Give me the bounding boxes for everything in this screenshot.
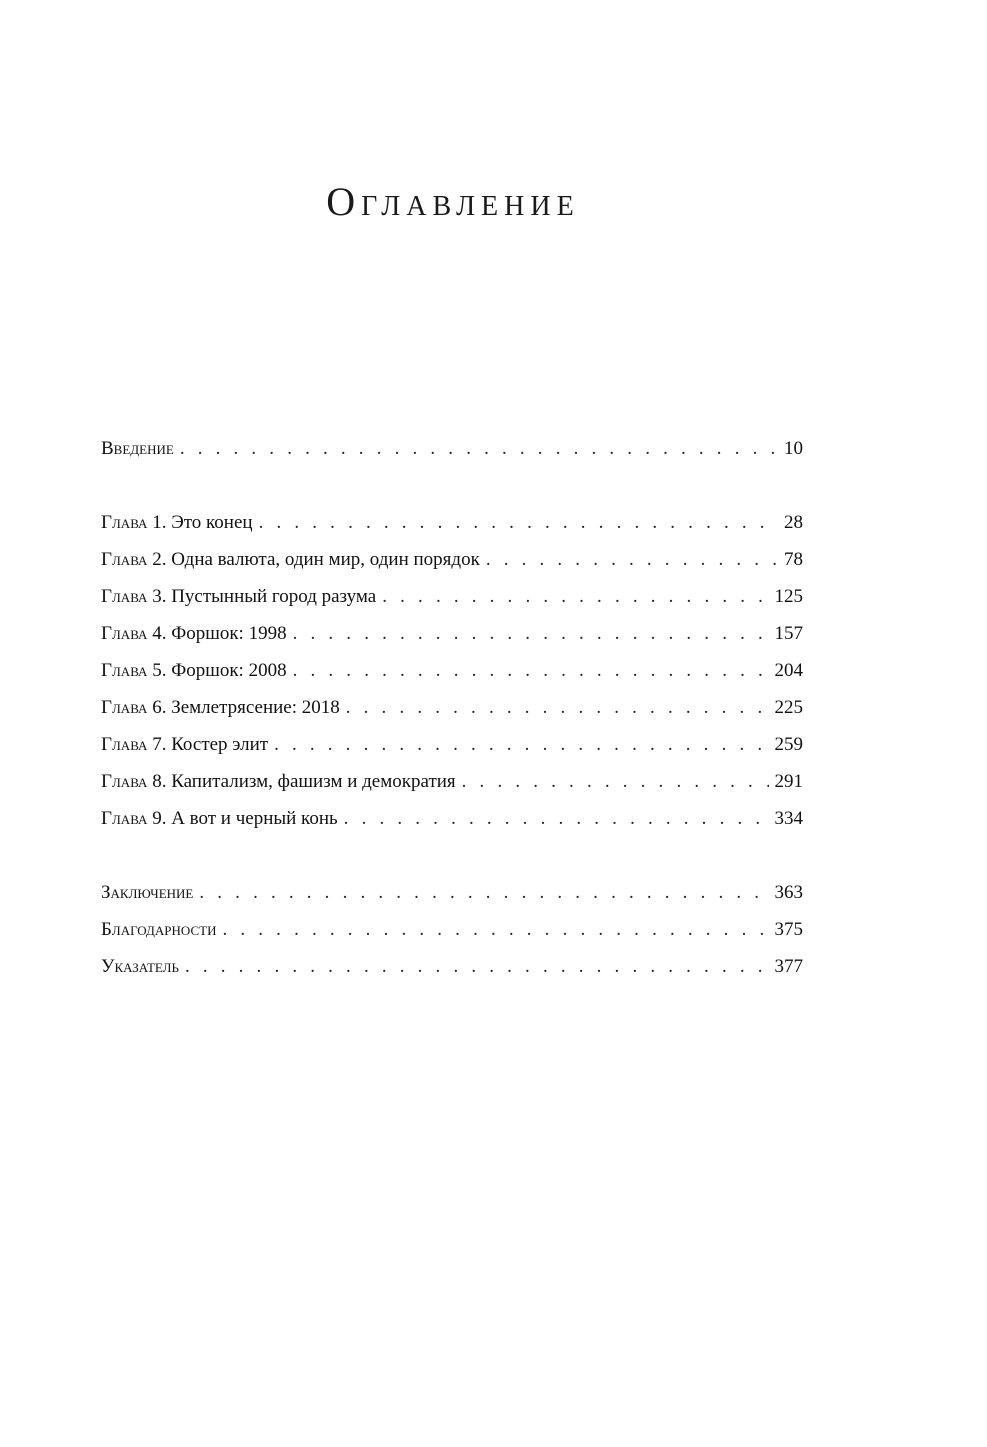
chapter-prefix: Глава: [101, 697, 148, 718]
toc-entry-index[interactable]: [101, 948, 803, 985]
toc-entry-conclusion[interactable]: [101, 874, 803, 911]
toc-entry-chapter-8[interactable]: [101, 763, 803, 800]
dot-leader: [346, 689, 769, 726]
chapter-title: Одна валюта, один мир, один порядок: [171, 549, 480, 570]
chapter-title: А вот и черный конь: [171, 808, 338, 829]
chapter-number: 2.: [152, 549, 167, 570]
toc-page-number: 28: [784, 512, 803, 533]
chapter-prefix: Глава: [101, 734, 148, 755]
chapter-number: 3.: [152, 586, 167, 607]
toc-page-number: 78: [784, 549, 803, 570]
chapter-title: Пустынный город разума: [171, 586, 377, 607]
chapter-prefix: Глава: [101, 549, 148, 570]
dot-leader: [382, 578, 768, 615]
toc-page-number: 157: [774, 623, 803, 644]
toc-entry-label: [101, 800, 338, 837]
chapter-prefix: Глава: [101, 512, 148, 533]
dot-leader: [293, 615, 769, 652]
toc-page-number: 225: [774, 697, 803, 718]
toc-page-number: 375: [774, 919, 803, 940]
chapter-title: Землетрясение: 2018: [171, 697, 340, 718]
dot-leader: [274, 726, 768, 763]
dot-leader: [199, 874, 768, 911]
toc-entry-chapter-5[interactable]: [101, 652, 803, 689]
toc-entry-chapter-7[interactable]: [101, 726, 803, 763]
toc-page-number: 125: [774, 586, 803, 607]
toc-entry-chapter-2[interactable]: [101, 541, 803, 578]
table-of-contents: [101, 430, 803, 985]
dot-leader: [185, 948, 769, 985]
toc-entry-introduction[interactable]: [101, 430, 803, 467]
chapter-number: 8.: [152, 771, 167, 792]
toc-entry-label: [101, 615, 287, 652]
toc-entry-label: [101, 726, 268, 763]
chapter-number: 9.: [152, 808, 167, 829]
page-title: Оглавление: [326, 179, 580, 224]
dot-leader: [344, 800, 769, 837]
toc-entry-label: Заключение: [101, 882, 194, 903]
chapter-prefix: Глава: [101, 586, 148, 607]
chapter-title: Это конец: [171, 512, 253, 533]
toc-back-matter: [101, 874, 803, 985]
toc-chapters: [101, 504, 803, 837]
chapter-number: 7.: [152, 734, 167, 755]
chapter-title: Капитализм, фашизм и демократия: [171, 771, 456, 792]
toc-page-number: 259: [774, 734, 803, 755]
toc-entry-label: [101, 504, 253, 541]
toc-page-number: 377: [774, 956, 803, 977]
dot-leader: [462, 763, 769, 800]
toc-entry-label: [101, 689, 340, 726]
toc-entry-chapter-6[interactable]: [101, 689, 803, 726]
dot-leader: [222, 911, 768, 948]
chapter-title: Костер элит: [171, 734, 269, 755]
toc-entry-label: [101, 578, 376, 615]
chapter-prefix: Глава: [101, 623, 148, 644]
dot-leader: [293, 652, 769, 689]
dot-leader: [259, 504, 778, 541]
chapter-prefix: Глава: [101, 660, 148, 681]
toc-entry-chapter-9[interactable]: [101, 800, 803, 837]
toc-entry-label: [101, 763, 456, 800]
toc-front-matter: [101, 430, 803, 467]
toc-entry-chapter-1[interactable]: [101, 504, 803, 541]
chapter-prefix: Глава: [101, 771, 148, 792]
chapter-prefix: Глава: [101, 808, 148, 829]
chapter-number: 5.: [152, 660, 167, 681]
toc-page-number: 291: [774, 771, 803, 792]
toc-entry-chapter-4[interactable]: [101, 615, 803, 652]
dot-leader: [486, 541, 778, 578]
toc-page-number: 10: [784, 438, 803, 459]
toc-entry-label: Введение: [101, 438, 174, 459]
toc-page-number: 204: [774, 660, 803, 681]
toc-entry-label: [101, 541, 480, 578]
toc-entry-acknowledgements[interactable]: [101, 911, 803, 948]
toc-entry-label: [101, 652, 287, 689]
chapter-title: Форшок: 2008: [171, 660, 287, 681]
chapter-number: 1.: [152, 512, 167, 533]
dot-leader: [180, 430, 778, 467]
chapter-title: Форшок: 1998: [171, 623, 287, 644]
toc-entry-label: Благодарности: [101, 919, 217, 940]
toc-entry-chapter-3[interactable]: [101, 578, 803, 615]
chapter-number: 6.: [152, 697, 167, 718]
toc-page-number: 363: [774, 882, 803, 903]
toc-page-number: 334: [774, 808, 803, 829]
toc-entry-label: Указатель: [101, 956, 179, 977]
chapter-number: 4.: [152, 623, 167, 644]
